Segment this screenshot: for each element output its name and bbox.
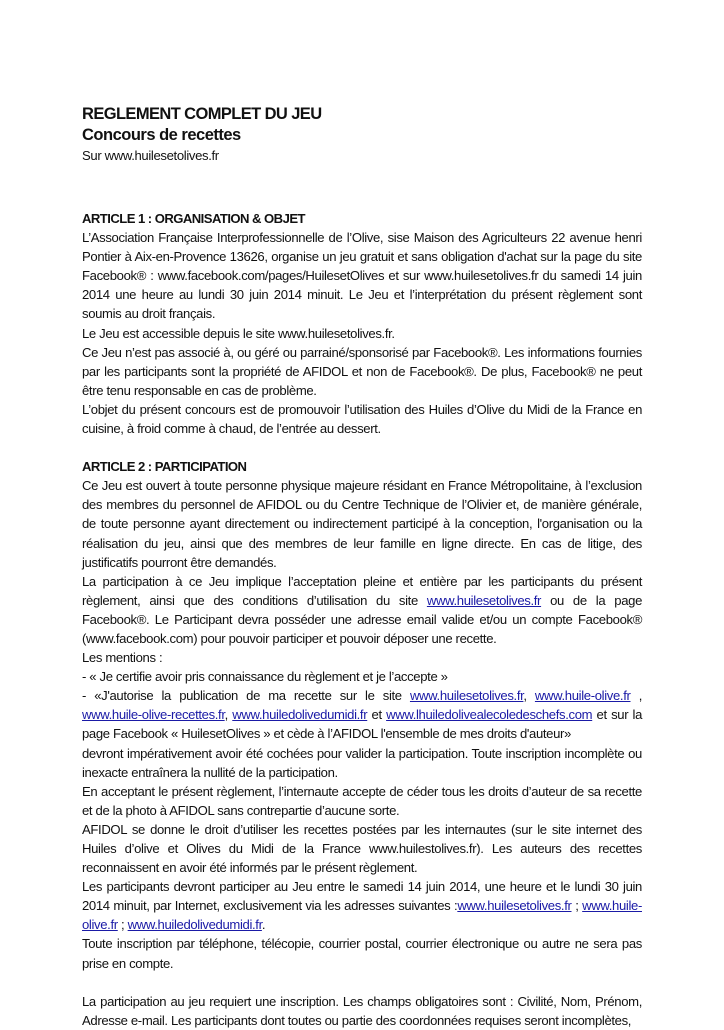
text: La participation à ce Jeu implique l’acceptation pleine et entière par les participants du présent règlement, ainsi que des conditions d’utilisation du site [82, 573, 642, 608]
article-2-paragraph-rights: En acceptant le présent règlement, l’internaute accepte de céder tous les droits d’auteur de sa recette et de la photo à AFIDOL sans contrepartie d’aucune sorte. [82, 783, 642, 818]
text: ou de la page Facebook®. Le Participant devra posséder une adresse email valide et/ou un compte Facebook® (www.facebook.com) pour pouvoir participer et pouvoir déposer une recette. [82, 592, 643, 646]
article-1-paragraph-organisation: L’Association Française Interprofessionnelle de l’Olive, sise Maison des Agriculteurs 22 avenue henri Pontier à Aix-en-Provence 13626, organise un jeu gratuit et sans obligation d'achat sur la page du site Facebook® : www.facebook.com/pages/HuilesetOlives et sur www.huilesetolives.fr du samedi 14 juin 2014 une heure au lundi 30 juin 2014 minuit. Le Jeu et l’interprétation du présent règlement sont soumis au droit français. [82, 230, 642, 322]
article-2-paragraph-validation: devront impérativement avoir été cochées pour valider la participation. Toute inscription incomplète ou inexacte entraînera la nullité de la participation. [82, 745, 642, 780]
article-2-paragraph-acceptance [82, 572, 642, 648]
document-subtitle: Concours de recettes [82, 126, 241, 144]
link-huiledolivedumidi[interactable]: www.huiledolivedumidi.fr [127, 917, 262, 933]
document-title: REGLEMENT COMPLET DU JEU [82, 105, 322, 123]
mention-2 [82, 686, 642, 743]
article-2-paragraph-inscription: La participation au jeu requiert une inscription. Les champs obligatoires sont : Civilité, Nom, Prénom, Adresse e-mail. Les participants dont toutes ou partie des coordonnées requises seront incomplètes, [82, 993, 642, 1028]
spacer [82, 973, 642, 992]
article-1-paragraph-access: Le Jeu est accessible depuis le site www.huilesetolives.fr. [82, 325, 395, 341]
mentions-label: Les mentions : [82, 650, 163, 666]
article-1 [82, 209, 642, 438]
text: - «J'autorise la publication de ma recette sur le site [82, 688, 410, 704]
article-2 [82, 457, 642, 1030]
article-2-paragraph-dates [82, 877, 642, 934]
link-huilesetolives[interactable]: www.huilesetolives.fr [457, 898, 572, 914]
separator: et [367, 707, 387, 723]
article-2-paragraph-eligibility: Ce Jeu est ouvert à toute personne physique majeure résidant en France Métropolitaine, à l’exclusion des membres du personnel de AFIDOL ou du Centre Technique de l’Olivier et, de manière générale, de toute personne ayant directement ou indirectement participé à la conception, l'organisation ou la réalisation du jeu, ainsi que des membres de leur famille en ligne directe. En cas de litige, des justificatifs pourront être demandés. [82, 478, 642, 570]
article-2-paragraph-usage: AFIDOL se donne le droit d’utiliser les recettes postées par les internautes (sur le site internet des Huiles d’olive et Olives du Midi de la France www.huilestolives.fr). Les auteurs des recettes reconnaissent en avoir été informés par le présent règlement. [82, 821, 642, 876]
separator: , [523, 688, 535, 704]
article-2-heading: ARTICLE 2 : PARTICIPATION [82, 459, 247, 475]
link-lhuiledolivealecoledeschefs[interactable]: www.lhuiledolivealecoledeschefs.com [386, 707, 593, 723]
separator: , [224, 707, 233, 723]
article-1-paragraph-objet: L’objet du présent concours est de promouvoir l’utilisation des Huiles d’Olive du Midi de la France en cuisine, à froid comme à chaud, de l’entrée au dessert. [82, 401, 642, 437]
link-huilesetolives[interactable]: www.huilesetolives.fr [426, 592, 542, 608]
separator: . [261, 917, 266, 933]
link-huilesetolives[interactable]: www.huilesetolives.fr [409, 688, 524, 704]
link-huile-olive[interactable]: www.huile-olive.fr [82, 898, 642, 933]
separator: ; [117, 917, 128, 933]
document-page [82, 104, 642, 1030]
link-huile-olive[interactable]: www.huile-olive.fr [534, 688, 631, 704]
text: et sur la page Facebook « HuilesetOlives » et cède à l’AFIDOL l'ensemble de mes droits d'auteur» [82, 707, 643, 742]
site-line: Sur www.huilesetolives.fr [82, 148, 219, 163]
spacer [82, 438, 642, 457]
article-2-paragraph-exclusions: Toute inscription par téléphone, télécopie, courrier postal, courrier électronique ou autre ne sera pas prise en compte. [82, 936, 642, 971]
text: Les participants devront participer au Jeu entre le samedi 14 juin 2014, une heure et le lundi 30 juin 2014 minuit, par Internet, exclusivement via les adresses suivantes : [82, 879, 642, 914]
article-1-heading: ARTICLE 1 : ORGANISATION & OBJET [82, 211, 305, 226]
link-huile-olive-recettes[interactable]: www.huile-olive-recettes.fr [82, 707, 225, 723]
article-1-paragraph-facebook: Ce Jeu n’est pas associé à, ou géré ou parrainé/sponsorisé par Facebook®. Les informations fournies par les participants sont la propriété de AFIDOL et non de Facebook®. De plus, Facebook® ne peut être tenu responsable en cas de problème. [82, 344, 642, 398]
separator: ; [571, 898, 583, 914]
separator: , [630, 688, 642, 704]
mention-1: - « Je certifie avoir pris connaissance du règlement et je l’accepte » [82, 669, 448, 685]
link-huiledolivedumidi[interactable]: www.huiledolivedumidi.fr [232, 707, 368, 723]
